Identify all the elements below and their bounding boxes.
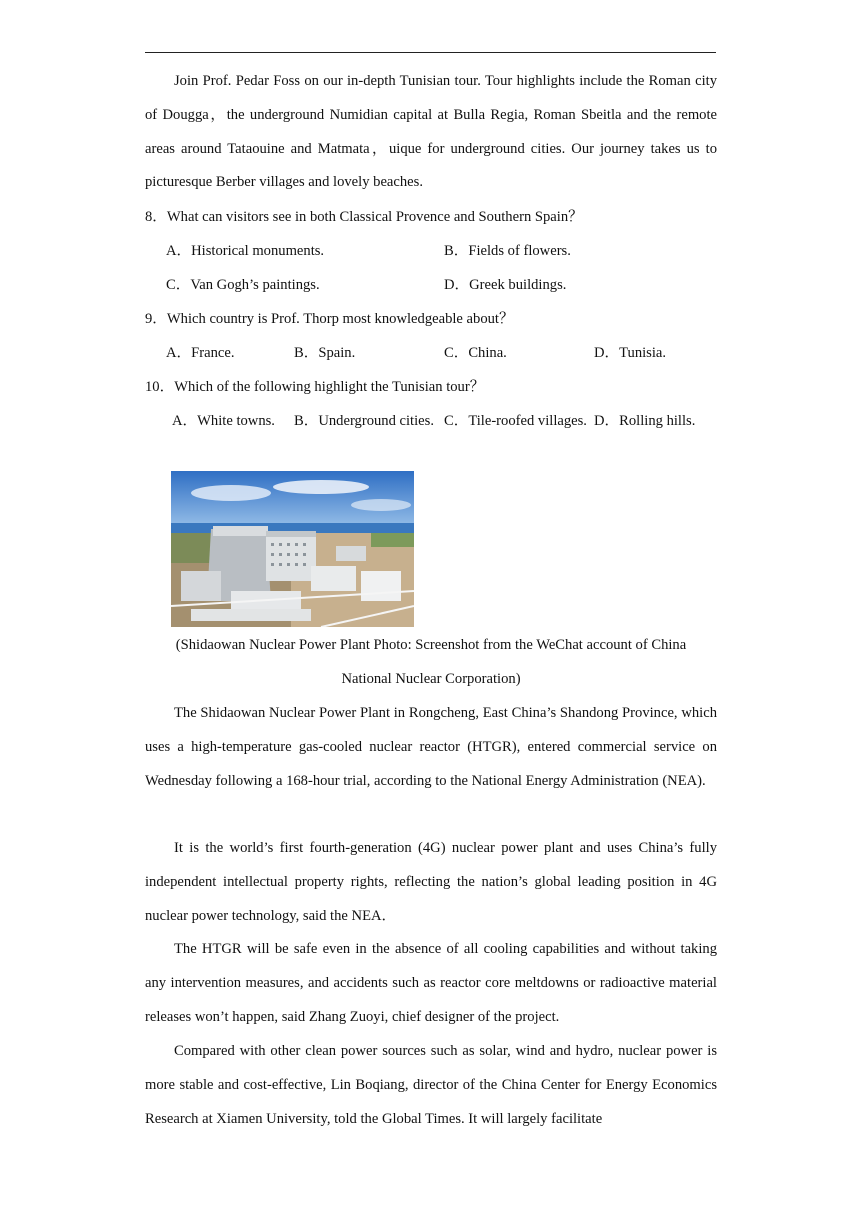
question-8-option-c[interactable]: C．Van Gogh’s paintings.	[166, 277, 320, 293]
question-9-option-c[interactable]: C．China.	[444, 345, 507, 361]
question-8-option-a[interactable]: A．Historical monuments.	[166, 243, 325, 259]
article-paragraph-2: It is the world’s first fourth-generation (4G) nuclear power plant and uses China’s fully independent intellectual property rights, reflecting the nation’s global leading position in 4G nuclear power technology, said the NEA．	[145, 840, 717, 924]
photo-caption-line-2: National Nuclear Corporation)	[341, 671, 521, 687]
question-8-option-d[interactable]: D．Greek buildings.	[444, 277, 567, 293]
article-paragraph-1: The Shidaowan Nuclear Power Plant in Rongcheng, East China’s Shandong Province, which uses a high-temperature gas-cooled nuclear reactor (HTGR), entered commercial service on Wednesday following a 168-hour trial, according to the National Energy Administration (NEA).	[145, 705, 717, 789]
question-10-option-c[interactable]: C．Tile-roofed villages.	[444, 413, 587, 429]
question-10-stem: 10．Which of the following highlight the Tunisian tour？	[145, 379, 485, 395]
tunisia-tour-paragraph: Join Prof. Pedar Foss on our in-depth Tunisian tour. Tour highlights include the Roman city of Dougga，the underground Numidian capital at Bulla Regia, Roman Sbeitla and the remote areas around Tataouine and Matmata，uique for underground cities. Our journey takes us to picturesque Berber villages and lovely beaches.	[145, 73, 717, 191]
question-10-option-a[interactable]: A．White towns.	[172, 413, 275, 429]
question-9-stem: 9．Which country is Prof. Thorp most knowledgeable about？	[145, 311, 514, 327]
question-10-option-b[interactable]: B．Underground cities.	[294, 413, 434, 429]
header-rule	[145, 52, 716, 53]
question-10-option-d[interactable]: D．Rolling hills.	[594, 413, 696, 429]
article-paragraph-4: Compared with other clean power sources such as solar, wind and hydro, nuclear power is more stable and cost-effective, Lin Boqiang, director of the China Center for Energy Economics Research at Xiamen University, told the Global Times. It will largely facilitate	[145, 1043, 717, 1127]
question-8-option-b[interactable]: B．Fields of flowers.	[444, 243, 571, 259]
question-9-option-a[interactable]: A．France.	[166, 345, 235, 361]
question-8-stem: 8．What can visitors see in both Classical Provence and Southern Spain？	[145, 209, 583, 225]
nuclear-plant-photo	[171, 471, 414, 627]
question-9-option-d[interactable]: D．Tunisia.	[594, 345, 667, 361]
nuclear-plant-illustration	[171, 471, 414, 627]
article-paragraph-3: The HTGR will be safe even in the absence of all cooling capabilities and without taking any intervention measures, and accidents such as reactor core meltdowns or radioactive material releases won’t happen, said Zhang Zuoyi, chief designer of the project.	[145, 941, 717, 1025]
question-9-option-b[interactable]: B．Spain.	[294, 345, 356, 361]
photo-caption-line-1: (Shidaowan Nuclear Power Plant Photo: Screenshot from the WeChat account of China	[175, 637, 687, 653]
